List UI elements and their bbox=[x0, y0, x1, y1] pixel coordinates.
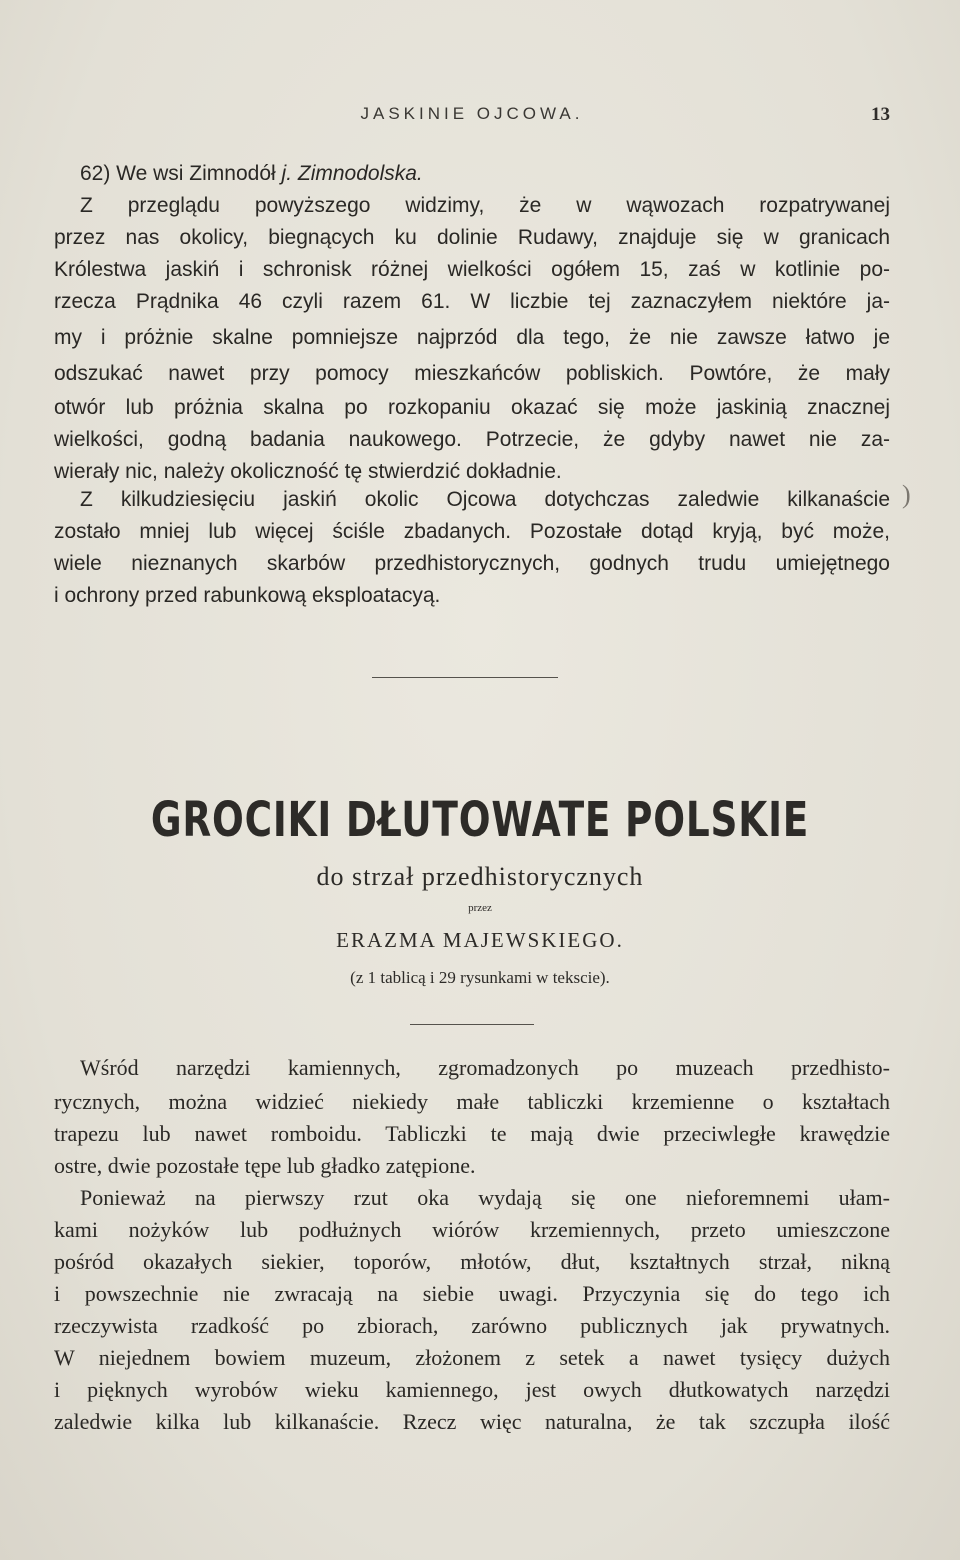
text-line: my i próżnie skalne pomniejsze najprzód dla tego, że nie zawsze łatwo je bbox=[54, 326, 890, 349]
text-line: rzecza Prądnika 46 czyli razem 61. W liczbie tej zaznaczyłem niektóre ja- bbox=[54, 290, 890, 313]
article-title: GROCIKI DŁUTOWATE POLSKIE bbox=[150, 792, 810, 848]
text-line: wielkości, godną badania naukowego. Potrzecie, że gdyby nawet nie za- bbox=[54, 428, 890, 451]
heading-divider bbox=[410, 1024, 534, 1025]
body-line: rzeczywista rzadkość po zbiorach, zarówno publicznych jak prywatnych. bbox=[54, 1313, 890, 1338]
item-number: 62) We wsi Zimnodół bbox=[80, 162, 276, 185]
article-author: ERAZMA MAJEWSKIEGO. bbox=[336, 928, 624, 952]
article-note: (z 1 tablicą i 29 rysunkami w tekscie). bbox=[350, 968, 610, 987]
text-line: przez nas okolicy, biegnących ku dolinie Rudawy, znajduje się w granicach bbox=[54, 226, 890, 249]
text-line: Królestwa jaskiń i schronisk różnej wielkości ogółem 15, zaś w kotlinie po- bbox=[54, 258, 890, 281]
margin-pencil-mark: ) bbox=[902, 480, 911, 509]
text-line: Z kilkudziesięciu jaskiń okolic Ojcowa dotychczas zaledwie kilkanaście bbox=[80, 488, 890, 511]
body-line: i powszechnie nie zwracają na siebie uwagi. Przyczynia się do tego ich bbox=[54, 1281, 890, 1306]
page-number: 13 bbox=[871, 104, 890, 125]
article-subtitle: do strzał przedhistorycznych bbox=[316, 862, 644, 891]
body-line: pośród okazałych siekier, toporów, młotów, dłut, kształtnych strzał, nikną bbox=[54, 1249, 890, 1274]
body-line: ostre, dwie pozostałe tępe lub gładko zatępione. bbox=[54, 1153, 476, 1178]
text-line: zostało mniej lub więcej ściśle zbadanych. Pozostałe dotąd kryją, być może, bbox=[54, 520, 890, 543]
text-line: odszukać nawet przy pomocy mieszkańców pobliskich. Powtóre, że mały bbox=[54, 362, 890, 385]
body-line: zaledwie kilka lub kilkanaście. Rzecz więc naturalna, że tak szczupła ilość bbox=[54, 1409, 890, 1434]
page-header bbox=[54, 104, 890, 134]
body-line: i pięknych wyrobów wieku kamiennego, jest owych dłutkowatych narzędzi bbox=[54, 1377, 890, 1402]
running-title: JASKINIE OJCOWA. bbox=[360, 104, 584, 123]
body-line: Ponieważ na pierwszy rzut oka wydają się one nieforemnemi ułam- bbox=[80, 1185, 890, 1210]
list-item-62 bbox=[54, 158, 890, 190]
body-line: trapezu lub nawet romboidu. Tabliczki te mają dwie przeciwległe krawędzie bbox=[54, 1121, 890, 1146]
text-line: wierały nic, należy okoliczność tę stwierdzić dokładnie. bbox=[54, 460, 562, 483]
body-line: kami nożyków lub podłużnych wiórów krzemiennych, przeto umieszczone bbox=[54, 1217, 890, 1242]
text-line: i ochrony przed rabunkową eksploatacyą. bbox=[54, 584, 441, 607]
byline-prefix: przez bbox=[468, 902, 492, 914]
text-line: otwór lub próżnia skalna po rozkopaniu okazać się może jaskinią znacznej bbox=[54, 396, 890, 419]
item-name: j. Zimnodolska. bbox=[281, 162, 423, 185]
section-divider bbox=[372, 677, 558, 678]
body-line: W niejednem bowiem muzeum, złożonem z setek a nawet tysięcy dużych bbox=[54, 1345, 890, 1370]
text-line: wiele nieznanych skarbów przedhistorycznych, godnych trudu umiejętnego bbox=[54, 552, 890, 575]
body-line: Wśród narzędzi kamiennych, zgromadzonych po muzeach przedhisto- bbox=[80, 1055, 890, 1080]
text-line: Z przeglądu powyższego widzimy, że w wąwozach rozpatrywanej bbox=[80, 194, 890, 217]
body-line: rycznych, można widzieć niekiedy małe tabliczki krzemienne o kształtach bbox=[54, 1089, 890, 1114]
